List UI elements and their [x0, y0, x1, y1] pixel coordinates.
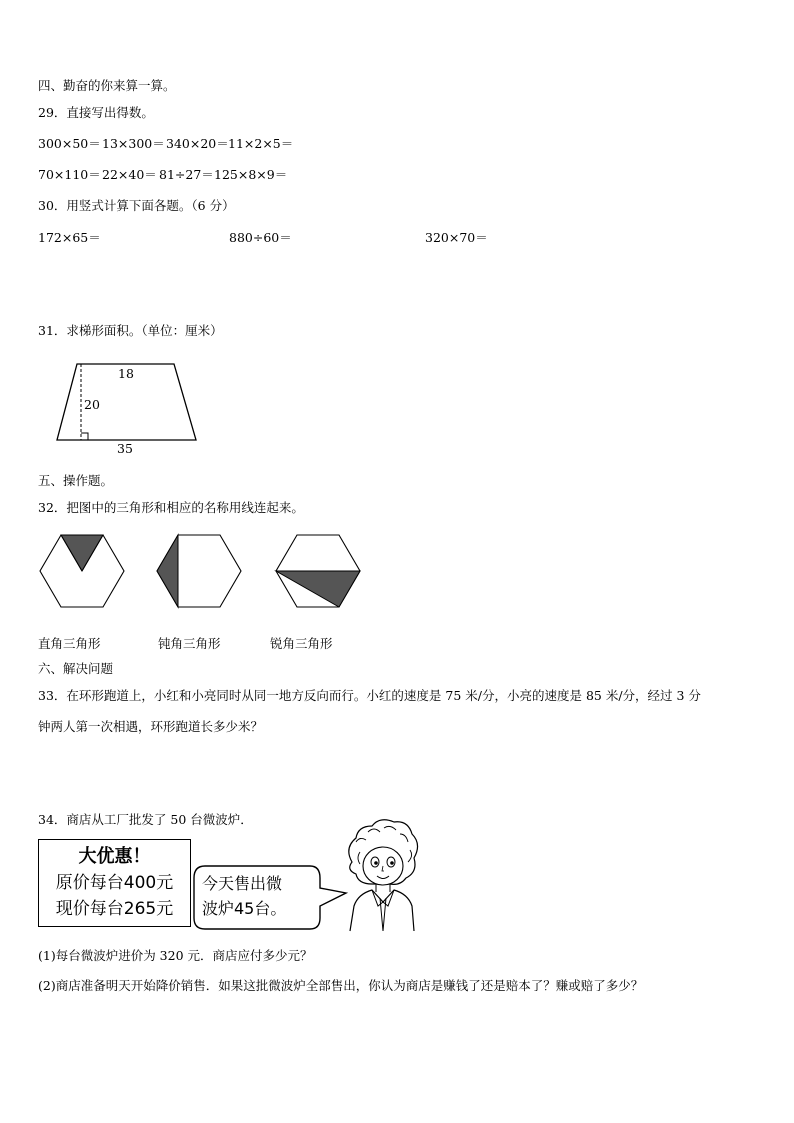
question-29-title: 29．直接写出得数。	[38, 105, 154, 120]
q29-item: 340×20＝	[166, 136, 229, 151]
question-32-title: 32．把图中的三角形和相应的名称用线连起来。	[38, 500, 304, 515]
q30-item: 320×70＝	[425, 230, 488, 245]
q29-item: 125×8×9＝	[214, 167, 288, 182]
question-30-title: 30．用竖式计算下面各题。（6 分）	[38, 198, 235, 213]
trapezoid-top-label: 18	[118, 366, 134, 381]
bubble-line-1: 今天售出微	[202, 874, 283, 893]
triangle-name-right: 直角三角形	[38, 636, 101, 651]
person-illustration	[349, 820, 418, 931]
q30-item: 880÷60＝	[229, 230, 292, 245]
q29-item: 70×110＝	[38, 167, 101, 182]
bubble-line-2: 波炉45台。	[202, 899, 287, 918]
trapezoid-bottom-label: 35	[117, 441, 133, 456]
q30-item: 172×65＝	[38, 230, 101, 245]
question-31-title: 31．求梯形面积。（单位：厘米）	[38, 323, 223, 338]
sale-sign-title: 大优惠！	[78, 846, 151, 867]
q29-item: 22×40＝	[102, 167, 157, 182]
question-33-line-2: 钟两人第一次相遇，环形跑道长多少米？	[38, 719, 264, 734]
q29-item: 300×50＝	[38, 136, 101, 151]
section-4-title: 四、勤奋的你来算一算。	[38, 78, 176, 93]
q29-item: 81÷27＝	[159, 167, 214, 182]
triangle-name-obtuse: 钝角三角形	[158, 636, 221, 651]
section-6-title: 六、解决问题	[38, 661, 114, 676]
question-34-title: 34．商店从工厂批发了 50 台微波炉．	[38, 812, 253, 827]
q29-item: 13×300＝	[102, 136, 165, 151]
sale-sign-original-price: 原价每台400元	[55, 873, 174, 893]
question-34-sub-1: (1)每台微波炉进价为 320 元．商店应付多少元？	[38, 948, 313, 963]
question-33-line-1: 33．在环形跑道上，小红和小亮同时从同一地方反向而行。小红的速度是 75 米/分，小亮的速度是 85 米/分，经过 3 分	[38, 688, 701, 703]
triangle-name-acute: 锐角三角形	[270, 636, 333, 651]
question-34-sub-2: (2)商店准备明天开始降价销售．如果这批微波炉全部售出，你认为商店是赚钱了还是赔本了？赚或赔了多少？	[38, 978, 644, 993]
section-5-title: 五、操作题。	[38, 473, 114, 488]
trapezoid-height-label: 20	[84, 397, 100, 412]
q29-item: 11×2×5＝	[228, 136, 294, 151]
sale-sign-current-price: 现价每台265元	[55, 899, 174, 919]
speech-bubble-text	[202, 871, 314, 921]
